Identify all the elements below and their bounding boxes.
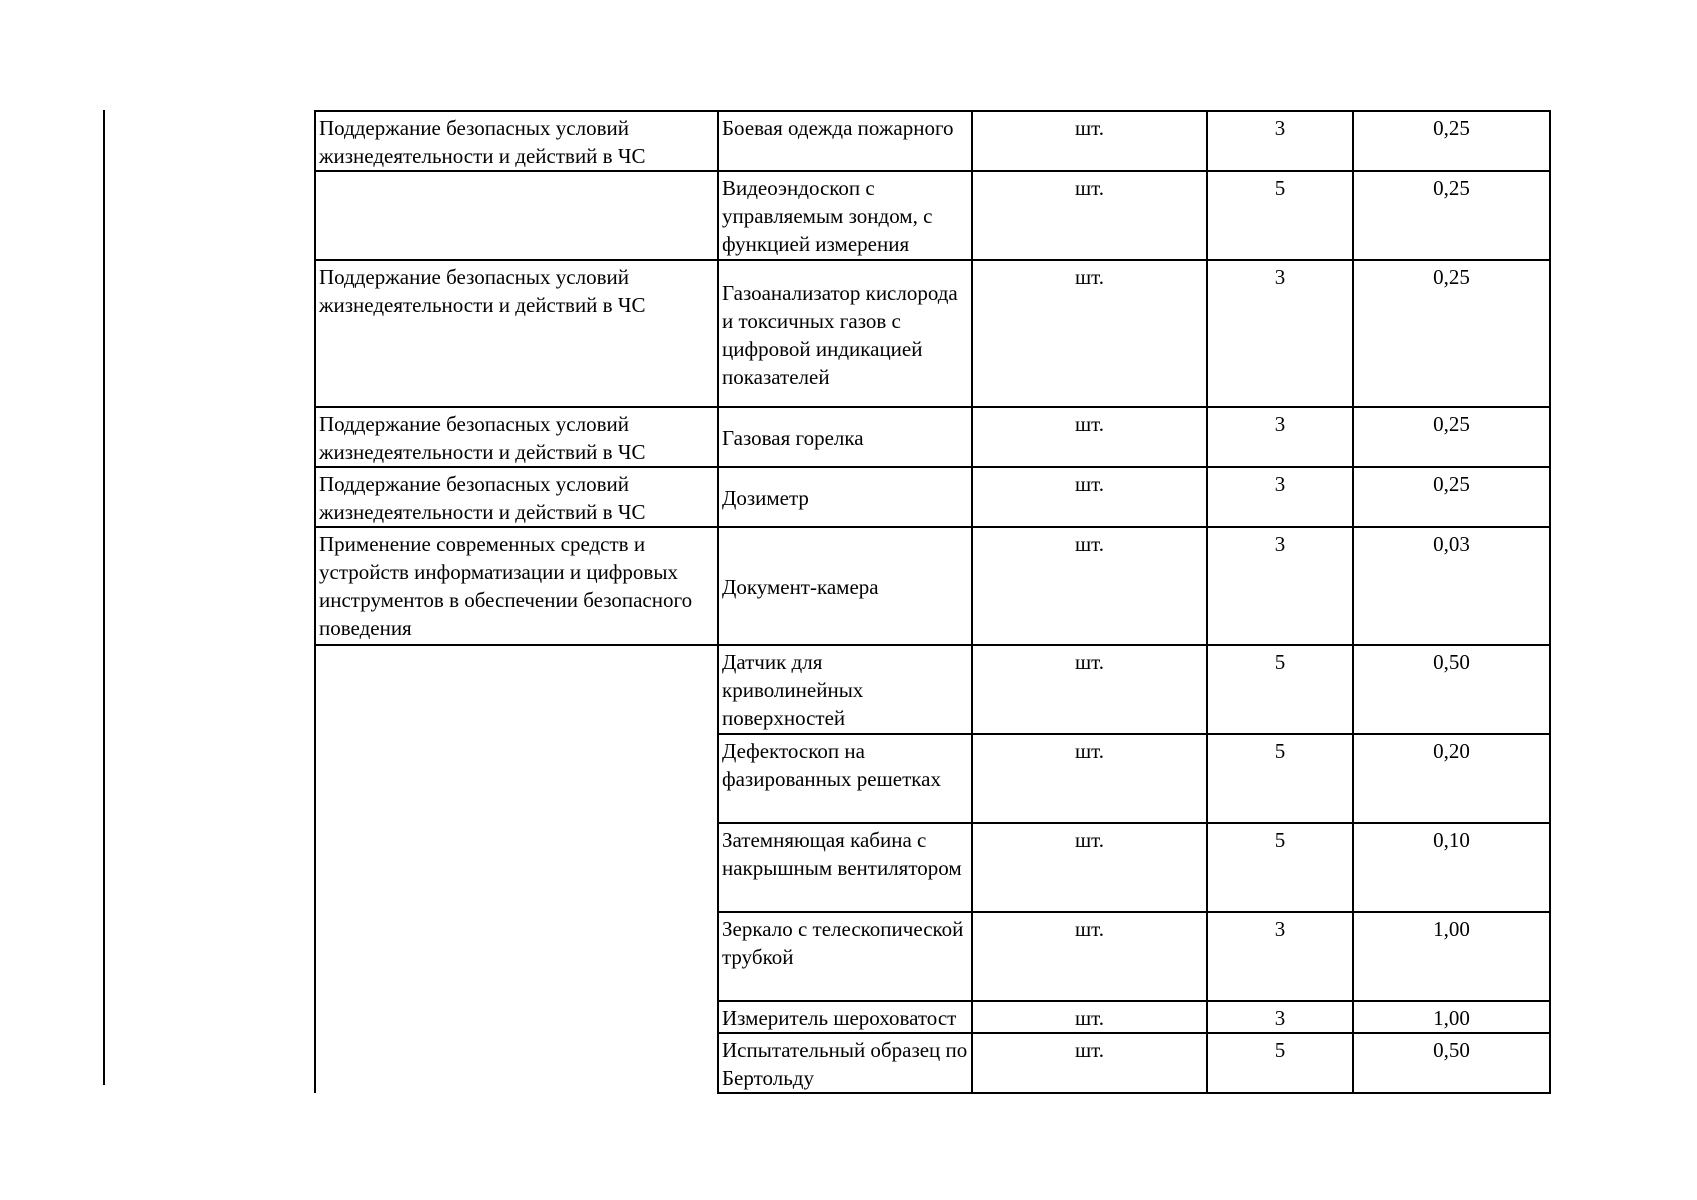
norm-cell: 0,03 — [1353, 527, 1550, 645]
unit-cell: шт. — [972, 527, 1207, 645]
table-row — [315, 111, 1550, 171]
table-row — [315, 527, 1550, 645]
norm-cell: 0,25 — [1353, 467, 1550, 527]
name-cell: Измеритель шероховатост — [718, 1001, 972, 1033]
purpose-cell: Поддержание безопасных условий жизнедеятельности и действий в ЧС — [315, 111, 718, 171]
unit-cell: шт. — [972, 260, 1207, 407]
qty-cell: 3 — [1207, 912, 1353, 1001]
name-cell: Документ-камера — [718, 527, 972, 645]
unit-cell: шт. — [972, 912, 1207, 1001]
qty-cell: 3 — [1207, 527, 1353, 645]
name-cell: Затемняющая кабина с накрышным вентилятором — [718, 823, 972, 912]
name-cell: Дефектоскоп на фазированных решетках — [718, 734, 972, 823]
purpose-cell — [315, 645, 718, 1093]
purpose-cell: Поддержание безопасных условий жизнедеятельности и действий в ЧС — [315, 260, 718, 407]
table-row — [315, 171, 1550, 260]
purpose-cell: Поддержание безопасных условий жизнедеятельности и действий в ЧС — [315, 467, 718, 527]
name-cell: Газоанализатор кислорода и токсичных газов с цифровой индикацией показателей — [718, 260, 972, 407]
unit-cell: шт. — [972, 734, 1207, 823]
name-cell: Видеоэндоскоп с управляемым зондом, с функцией измерения — [718, 171, 972, 260]
unit-cell: шт. — [972, 1033, 1207, 1093]
unit-cell: шт. — [972, 407, 1207, 467]
norm-cell: 0,10 — [1353, 823, 1550, 912]
norm-cell: 0,50 — [1353, 1033, 1550, 1093]
unit-cell: шт. — [972, 467, 1207, 527]
qty-cell: 3 — [1207, 407, 1353, 467]
norm-cell: 1,00 — [1353, 1001, 1550, 1033]
qty-cell: 5 — [1207, 171, 1353, 260]
unit-cell: шт. — [972, 645, 1207, 734]
purpose-cell: Поддержание безопасных условий жизнедеятельности и действий в ЧС — [315, 407, 718, 467]
unit-cell: шт. — [972, 171, 1207, 260]
qty-cell: 3 — [1207, 111, 1353, 171]
table-row — [315, 407, 1550, 467]
qty-cell: 5 — [1207, 1033, 1353, 1093]
name-cell: Зеркало с телескопической трубкой — [718, 912, 972, 1001]
qty-cell: 3 — [1207, 467, 1353, 527]
table-row — [315, 645, 1550, 734]
norm-cell: 0,25 — [1353, 111, 1550, 171]
norm-cell: 0,25 — [1353, 407, 1550, 467]
unit-cell: шт. — [972, 1001, 1207, 1033]
qty-cell: 3 — [1207, 1001, 1353, 1033]
norm-cell: 0,25 — [1353, 171, 1550, 260]
qty-cell: 5 — [1207, 645, 1353, 734]
qty-cell: 5 — [1207, 823, 1353, 912]
qty-cell: 3 — [1207, 260, 1353, 407]
page-margin-line — [103, 110, 105, 1085]
name-cell: Газовая горелка — [718, 407, 972, 467]
table-row — [315, 260, 1550, 407]
norm-cell: 0,20 — [1353, 734, 1550, 823]
name-cell: Дозиметр — [718, 467, 972, 527]
unit-cell: шт. — [972, 823, 1207, 912]
norm-cell: 0,50 — [1353, 645, 1550, 734]
table-row — [315, 467, 1550, 527]
purpose-cell — [315, 171, 718, 260]
name-cell: Боевая одежда пожарного — [718, 111, 972, 171]
norm-cell: 1,00 — [1353, 912, 1550, 1001]
equipment-table — [314, 110, 1551, 1094]
unit-cell: шт. — [972, 111, 1207, 171]
purpose-cell: Применение современных средств и устройств информатизации и цифровых инструментов в обеспечении безопасного поведения — [315, 527, 718, 645]
name-cell: Испытательный образец по Бертольду — [718, 1033, 972, 1093]
name-cell: Датчик для криволинейных поверхностей — [718, 645, 972, 734]
norm-cell: 0,25 — [1353, 260, 1550, 407]
qty-cell: 5 — [1207, 734, 1353, 823]
